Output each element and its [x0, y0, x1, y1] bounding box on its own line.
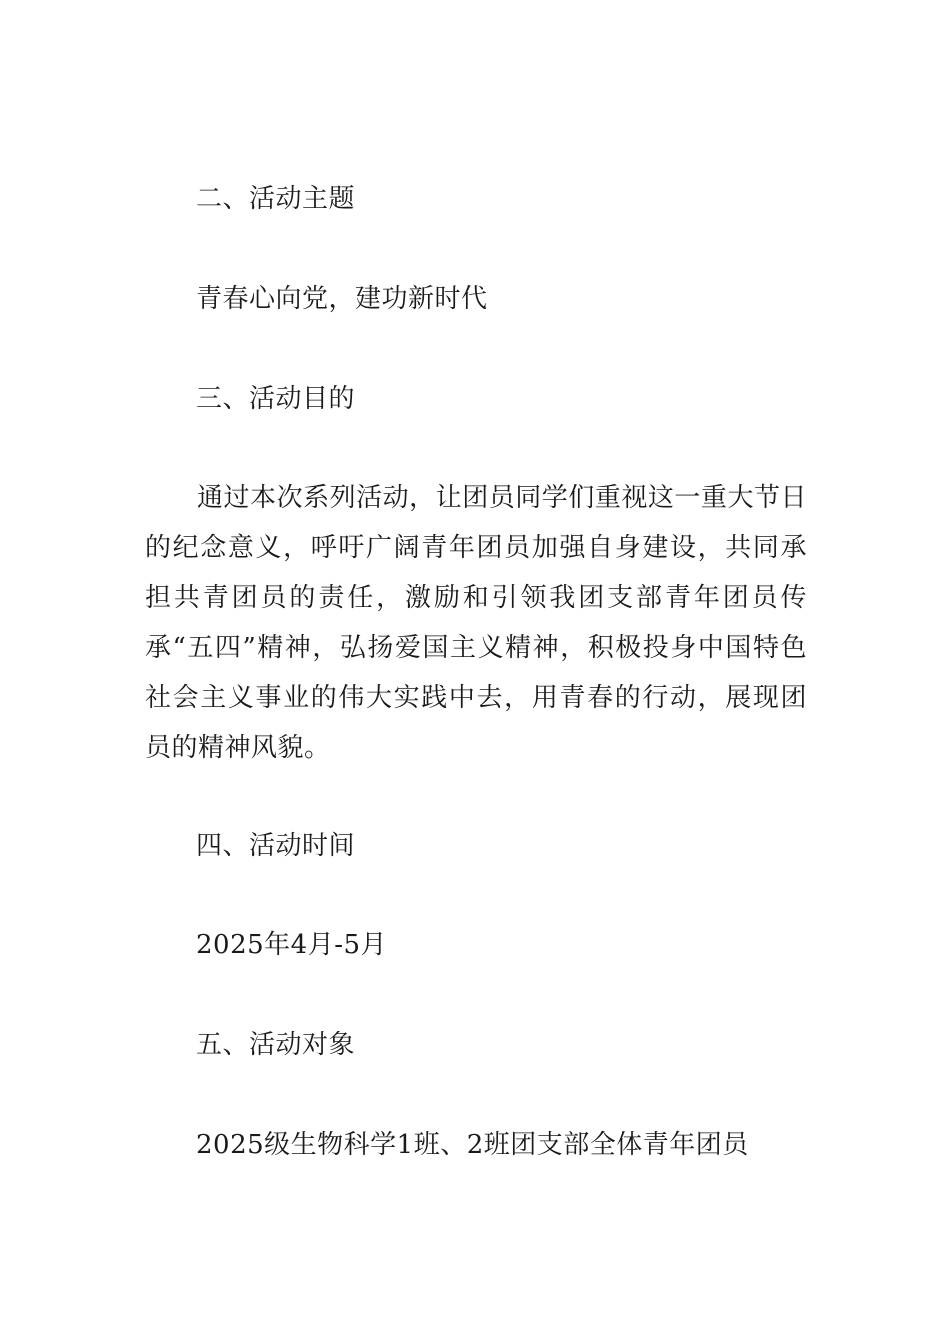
section-text-participants: 2025级生物科学1班、2班团支部全体青年团员	[196, 1130, 749, 1160]
section-heading-purpose: 三、活动目的	[196, 384, 356, 414]
section-text-theme: 青春心向党，建功新时代	[196, 284, 488, 314]
section-paragraph-purpose: 通过本次系列活动，让团员同学们重视这一重大节日的纪念意义，呼吁广阔青年团员加强自身建设，共同承担共青团员的责任，激励和引领我团支部青年团员传承“五四”精神，弘扬爱国主义精神，积极投身中国特色社会主义事业的伟大实践中去，用青春的行动，展现团员的精神风貌。	[145, 483, 807, 763]
section-heading-participants: 五、活动对象	[196, 1030, 356, 1060]
section-text-time: 2025年4月-5月	[196, 930, 388, 960]
section-heading-theme: 二、活动主题	[196, 184, 356, 214]
section-heading-time: 四、活动时间	[196, 831, 356, 861]
